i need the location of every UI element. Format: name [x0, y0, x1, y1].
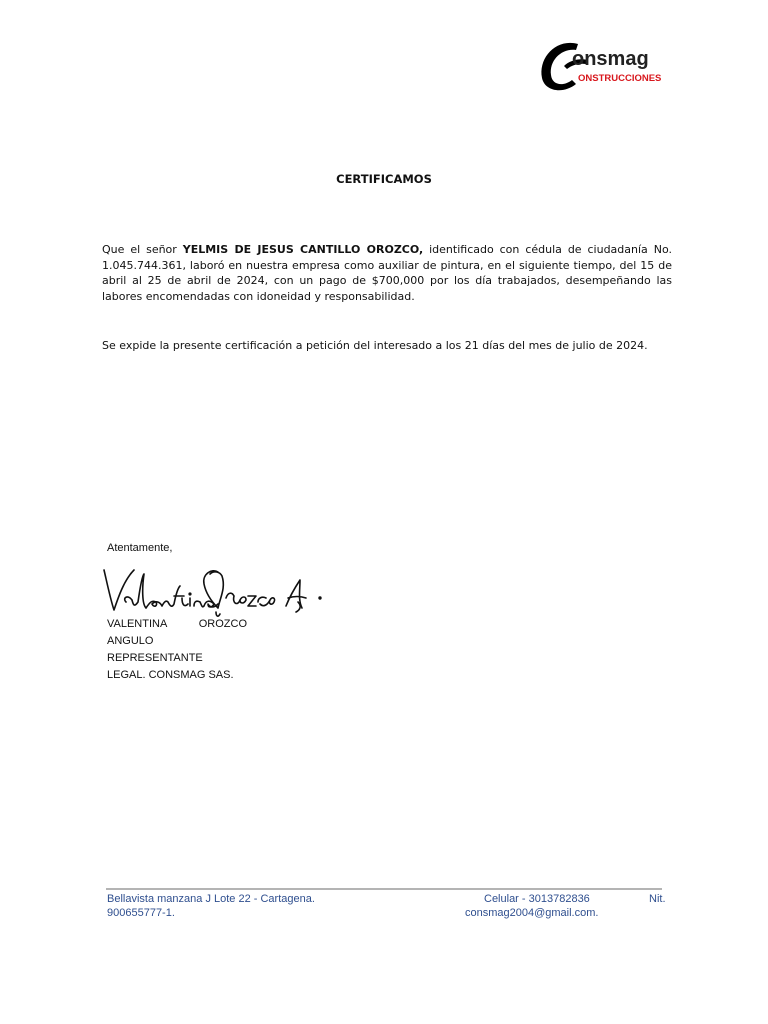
logo-tagline-text: ONSTRUCCIONES: [578, 73, 662, 84]
footer-email: consmag2004@gmail.com.: [465, 907, 599, 919]
signer-name-line: [107, 616, 247, 633]
closing-salutation: Atentamente,: [107, 542, 173, 554]
footer-nit-label: Nit.: [649, 893, 666, 905]
consmag-logo-graphic: [536, 36, 676, 96]
signer-block: [107, 616, 247, 684]
footer-nit-number: 900655777-1.: [107, 907, 175, 919]
certification-paragraph: [102, 242, 672, 304]
signer-surname: OROZCO: [198, 618, 247, 630]
handwritten-signature: [100, 558, 330, 624]
signer-second-surname: ANGULO: [107, 635, 154, 647]
signer-company: LEGAL. CONSMAG SAS.: [107, 669, 234, 681]
footer-divider: [106, 888, 662, 890]
document-title: CERTIFICAMOS: [336, 172, 432, 186]
company-logo: [536, 36, 676, 96]
paragraph-intro: Que el señor: [102, 243, 183, 256]
signer-first-name: VALENTINA: [107, 618, 168, 630]
signature-graphic: [100, 558, 330, 624]
logo-brand-text: onsmag: [572, 48, 649, 70]
issuance-paragraph: Se expide la presente certificación a petición del interesado a los 21 días del mes de julio de 2024.: [102, 339, 648, 352]
signer-role: REPRESENTANTE: [107, 652, 203, 664]
footer-address: Bellavista manzana J Lote 22 - Cartagena.: [107, 893, 315, 905]
employee-name: YELMIS DE JESUS CANTILLO OROZCO,: [182, 243, 424, 256]
footer-phone: Celular - 3013782836: [484, 893, 590, 905]
paragraph-details: identificado con cédula de ciudadanía No. 1.045.744.361, laboró en nuestra empresa como auxiliar de pintura, en el siguiente tiempo, del 15 de abril al 25 de abril de 2024, con un pago de $700,000 por los día trabajados, desempeñando las labores encomendadas con idoneidad y responsabilidad.: [102, 243, 672, 303]
